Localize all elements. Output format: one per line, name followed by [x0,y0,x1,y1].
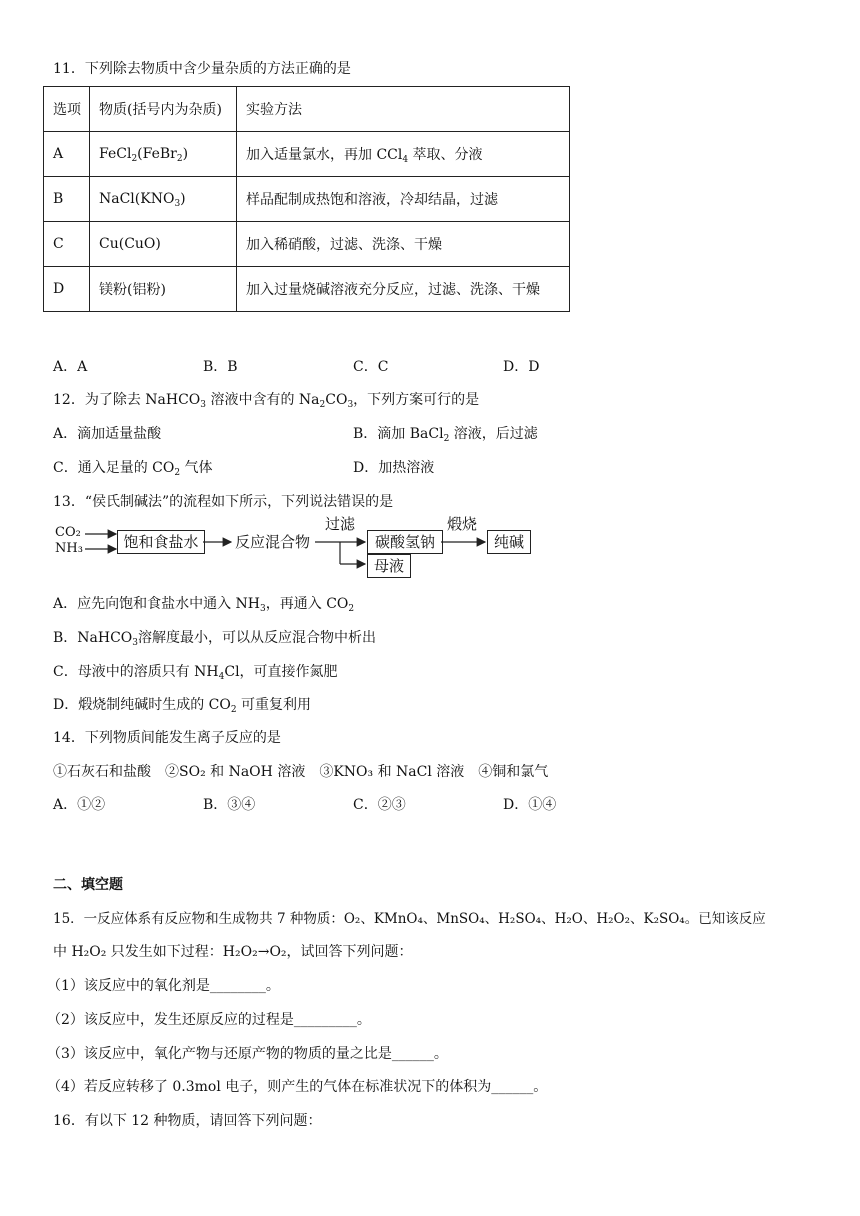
table-row [44,177,570,222]
q14-stem: 14．下列物质间能发生离子反应的是 [53,730,281,746]
flow-diagram [53,515,543,590]
q14-items: ①石灰石和盐酸 ②SO₂ 和 NaOH 溶液 ③KNO₃ 和 NaCl 溶液 ④铜和氯气 [53,764,549,780]
q11-option-b: B．B [203,359,238,375]
q16-stem: 16．有以下 12 种物质，请回答下列问题： [53,1113,322,1129]
table-cell-substance: FeCl$_2$(FeBr$_2$) [90,132,237,177]
flow-mixture: 反应混合物 [235,533,311,551]
table-header-substance: 物质(括号内为杂质) [90,87,237,132]
q14-option-c: C．②③ [353,797,406,813]
q14-option-d: D．①④ [503,797,557,813]
flow-box-soda: 纯碱 [487,530,531,554]
flow-input-nh3: NH₃ [55,541,83,556]
table-header-method: 实验方法 [237,87,570,132]
q12-stem: 12．为了除去 NaHCO$_3$ 溶液中含有的 $Na_2CO_3$，下列方案可行的是 [53,392,480,410]
q13-option-c: C．母液中的溶质只有 $NH_4Cl$，可直接作氮肥 [53,664,338,682]
flow-box-mother-liquor: 母液 [367,554,411,578]
table-row [44,222,570,267]
flow-input-co2: CO₂ [55,525,81,540]
table-header-option: 选项 [44,87,90,132]
flow-label-calcine: 煅烧 [447,515,478,533]
q15-sub3: （3）该反应中，氧化产物与还原产物的物质的量之比是______。 [47,1046,448,1062]
q12-option-b: B．滴加 BaCl$_2$ 溶液，后过滤 [353,426,538,444]
q14-option-a: A．①② [53,797,106,813]
table-cell-option: D [44,267,90,312]
q13-option-a: A．应先向饱和食盐水中通入 $NH_3$，再通入 $CO_2$ [53,596,355,614]
table-cell-method: 加入过量烧碱溶液充分反应，过滤、洗涤、干燥 [237,267,570,312]
q11-table [43,86,570,312]
q13-option-d: D．煅烧制纯碱时生成的 $CO_2$ 可重复利用 [53,697,312,715]
flow-box-bicarbonate: 碳酸氢钠 [367,530,443,554]
table-cell-method: 加入稀硝酸，过滤、洗涤、干燥 [237,222,570,267]
table-cell-option: B [44,177,90,222]
q15-sub4: （4）若反应转移了 0.3mol 电子，则产生的气体在标准状况下的体积为______。 [47,1079,548,1095]
section-title: 二、填空题 [53,877,123,893]
table-cell-substance: $NaCl(KNO_3)$ [90,177,237,222]
q11-option-d: D．D [503,359,540,375]
q11-option-c: C．C [353,359,389,375]
table-cell-option: C [44,222,90,267]
table-cell-method: 加入适量氯水，再加 CCl$_4$ 萃取、分液 [237,132,570,177]
table-cell-method: 样品配制成热饱和溶液，冷却结晶，过滤 [237,177,570,222]
q14-option-b: B．③④ [203,797,256,813]
table-row [44,267,570,312]
q15-line2: 中 H₂O₂ 只发生如下过程：H₂O₂→O₂，试回答下列问题： [53,944,413,960]
q13-option-b: B．NaHCO$_3$溶解度最小，可以从反应混合物中析出 [53,630,377,648]
table-cell-substance: Cu(CuO) [90,222,237,267]
q12-option-d: D．加热溶液 [353,460,435,476]
q15-line1: 15．一反应体系有反应物和生成物共 7 种物质：O₂、KMnO₄、MnSO₄、H₂SO₄、H₂O、H₂O₂、K₂SO₄。已知该反应 [53,911,766,927]
q11-stem: 11．下列除去物质中含少量杂质的方法正确的是 [53,61,351,77]
q13-stem: 13．“侯氏制碱法”的流程如下所示，下列说法错误的是 [53,494,394,510]
table-row [44,132,570,177]
table-cell-substance: 镁粉(铝粉) [90,267,237,312]
flow-box-brine: 饱和食盐水 [117,530,205,554]
q15-sub1: （1）该反应中的氧化剂是________。 [47,978,280,994]
table-header-row [44,87,570,132]
q12-option-c: C．通入足量的 $CO_2$ 气体 [53,460,213,478]
q11-option-a: A．A [53,359,88,375]
q15-sub2: （2）该反应中，发生还原反应的过程是_________。 [47,1012,371,1028]
table-cell-option: A [44,132,90,177]
q12-option-a: A．滴加适量盐酸 [53,426,162,442]
flow-label-filter: 过滤 [325,515,356,533]
